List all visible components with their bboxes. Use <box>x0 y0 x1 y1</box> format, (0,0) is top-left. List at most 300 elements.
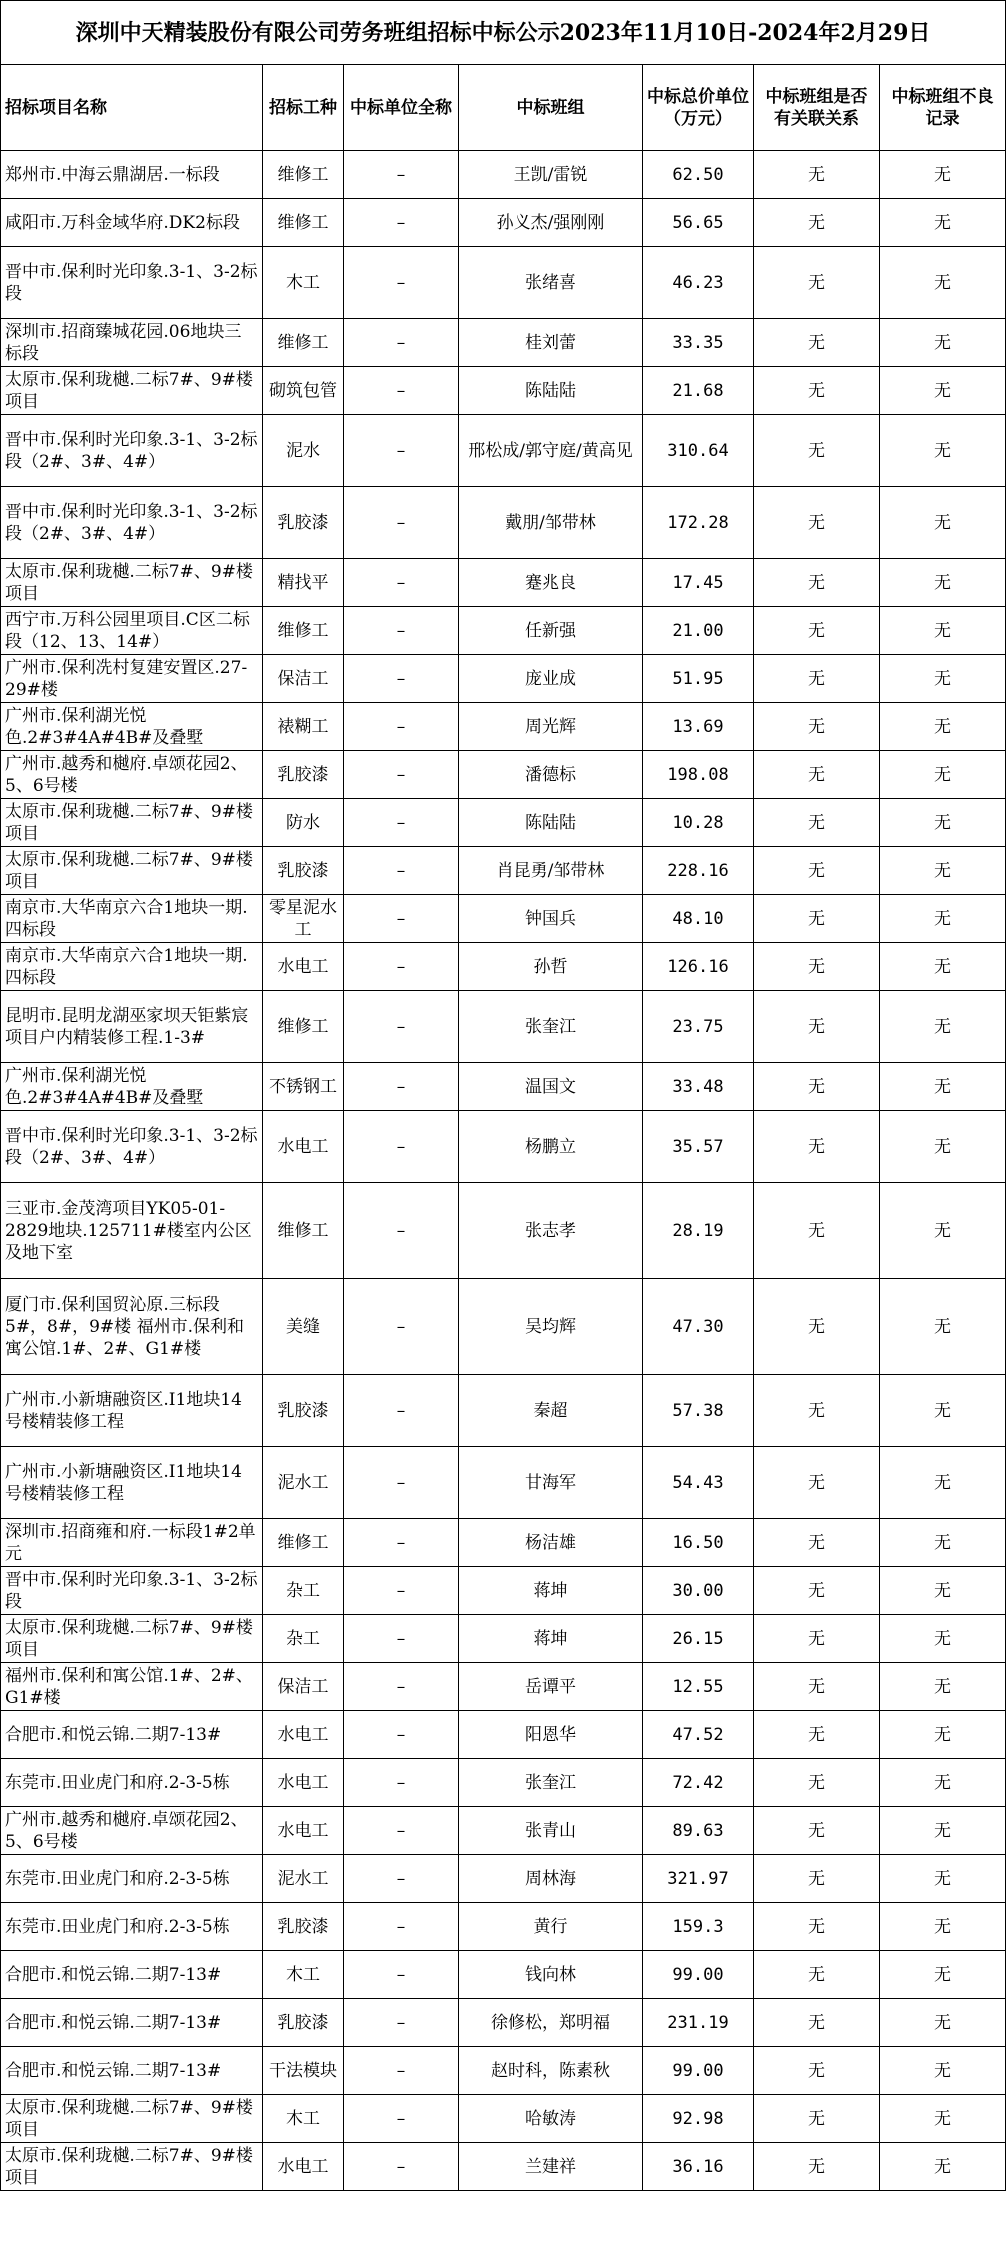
table-row <box>1 1063 1006 1111</box>
cell-related: 无 <box>754 1903 880 1951</box>
cell-team: 邢松成/郭守庭/黄高见 <box>459 415 643 487</box>
cell-project: 东莞市.田业虎门和府.2-3-5栋 <box>1 1855 263 1903</box>
cell-trade: 水电工 <box>263 2143 344 2191</box>
cell-price: 310.64 <box>643 415 754 487</box>
cell-record: 无 <box>880 199 1006 247</box>
table-row <box>1 1855 1006 1903</box>
cell-related: 无 <box>754 487 880 559</box>
cell-price: 48.10 <box>643 895 754 943</box>
cell-trade: 木工 <box>263 247 344 319</box>
cell-unit: – <box>344 607 459 655</box>
cell-record: 无 <box>880 751 1006 799</box>
cell-related: 无 <box>754 1567 880 1615</box>
cell-related: 无 <box>754 607 880 655</box>
cell-unit: – <box>344 1903 459 1951</box>
table-row <box>1 1711 1006 1759</box>
cell-trade: 乳胶漆 <box>263 1375 344 1447</box>
table-row <box>1 1567 1006 1615</box>
cell-unit: – <box>344 367 459 415</box>
cell-price: 92.98 <box>643 2095 754 2143</box>
cell-price: 57.38 <box>643 1375 754 1447</box>
cell-record: 无 <box>880 943 1006 991</box>
cell-unit: – <box>344 799 459 847</box>
table-row <box>1 847 1006 895</box>
cell-trade: 水电工 <box>263 1807 344 1855</box>
cell-team: 张绪喜 <box>459 247 643 319</box>
cell-record: 无 <box>880 2047 1006 2095</box>
cell-project: 广州市.保利湖光悦色.2#3#4A#4B#及叠墅 <box>1 703 263 751</box>
cell-unit: – <box>344 1999 459 2047</box>
cell-related: 无 <box>754 1063 880 1111</box>
table-row <box>1 703 1006 751</box>
cell-team: 肖昆勇/邹带林 <box>459 847 643 895</box>
cell-project: 合肥市.和悦云锦.二期7-13# <box>1 1951 263 1999</box>
table-row <box>1 991 1006 1063</box>
page-title: 深圳中天精装股份有限公司劳务班组招标中标公示2023年11月10日-2024年2月29日 <box>1 1 1006 65</box>
table-row <box>1 607 1006 655</box>
table-body <box>1 151 1006 2191</box>
cell-trade: 保洁工 <box>263 1663 344 1711</box>
cell-team: 蒋坤 <box>459 1567 643 1615</box>
cell-record: 无 <box>880 367 1006 415</box>
table-row <box>1 1279 1006 1375</box>
cell-trade: 水电工 <box>263 943 344 991</box>
cell-trade: 裱糊工 <box>263 703 344 751</box>
cell-project: 广州市.小新塘融资区.I1地块14号楼精装修工程 <box>1 1447 263 1519</box>
cell-unit: – <box>344 2143 459 2191</box>
cell-project: 咸阳市.万科金域华府.DK2标段 <box>1 199 263 247</box>
cell-related: 无 <box>754 1711 880 1759</box>
cell-team: 陈陆陆 <box>459 799 643 847</box>
cell-trade: 精找平 <box>263 559 344 607</box>
cell-related: 无 <box>754 1951 880 1999</box>
cell-trade: 乳胶漆 <box>263 847 344 895</box>
cell-price: 30.00 <box>643 1567 754 1615</box>
column-header-unit: 中标单位全称 <box>344 65 459 151</box>
cell-price: 89.63 <box>643 1807 754 1855</box>
cell-price: 321.97 <box>643 1855 754 1903</box>
cell-team: 孙义杰/强刚刚 <box>459 199 643 247</box>
cell-project: 南京市.大华南京六合1地块一期.四标段 <box>1 943 263 991</box>
cell-related: 无 <box>754 319 880 367</box>
cell-record: 无 <box>880 895 1006 943</box>
cell-record: 无 <box>880 1951 1006 1999</box>
cell-trade: 水电工 <box>263 1759 344 1807</box>
cell-unit: – <box>344 1759 459 1807</box>
cell-team: 黄行 <box>459 1903 643 1951</box>
cell-record: 无 <box>880 1279 1006 1375</box>
cell-project: 太原市.保利珑樾.二标7#、9#楼项目 <box>1 847 263 895</box>
cell-unit: – <box>344 1375 459 1447</box>
cell-project: 昆明市.昆明龙湖巫家坝天钜紫宸项目户内精装修工程.1-3# <box>1 991 263 1063</box>
cell-related: 无 <box>754 1855 880 1903</box>
cell-unit: – <box>344 1447 459 1519</box>
cell-project: 太原市.保利珑樾.二标7#、9#楼项目 <box>1 799 263 847</box>
cell-price: 51.95 <box>643 655 754 703</box>
cell-record: 无 <box>880 1519 1006 1567</box>
cell-project: 广州市.小新塘融资区.I1地块14号楼精装修工程 <box>1 1375 263 1447</box>
cell-related: 无 <box>754 247 880 319</box>
cell-related: 无 <box>754 1519 880 1567</box>
cell-record: 无 <box>880 247 1006 319</box>
cell-trade: 美缝 <box>263 1279 344 1375</box>
cell-trade: 泥水 <box>263 415 344 487</box>
cell-related: 无 <box>754 1999 880 2047</box>
table-row <box>1 895 1006 943</box>
cell-team: 甘海军 <box>459 1447 643 1519</box>
table-row <box>1 1807 1006 1855</box>
cell-price: 99.00 <box>643 1951 754 1999</box>
cell-trade: 水电工 <box>263 1111 344 1183</box>
cell-related: 无 <box>754 943 880 991</box>
cell-price: 26.15 <box>643 1615 754 1663</box>
cell-record: 无 <box>880 151 1006 199</box>
cell-project: 深圳市.招商臻城花园.06地块三标段 <box>1 319 263 367</box>
cell-team: 哈敏涛 <box>459 2095 643 2143</box>
cell-trade: 维修工 <box>263 199 344 247</box>
cell-team: 桂刘蕾 <box>459 319 643 367</box>
cell-team: 周林海 <box>459 1855 643 1903</box>
cell-price: 12.55 <box>643 1663 754 1711</box>
cell-trade: 防水 <box>263 799 344 847</box>
column-header-team: 中标班组 <box>459 65 643 151</box>
header-row <box>1 65 1006 151</box>
cell-project: 西宁市.万科公园里项目.C区二标段（12、13、14#） <box>1 607 263 655</box>
table-row <box>1 367 1006 415</box>
cell-related: 无 <box>754 751 880 799</box>
cell-project: 广州市.保利湖光悦色.2#3#4A#4B#及叠墅 <box>1 1063 263 1111</box>
cell-project: 深圳市.招商雍和府.一标段1#2单元 <box>1 1519 263 1567</box>
cell-unit: – <box>344 1279 459 1375</box>
cell-unit: – <box>344 1615 459 1663</box>
cell-unit: – <box>344 2047 459 2095</box>
cell-project: 合肥市.和悦云锦.二期7-13# <box>1 1711 263 1759</box>
cell-project: 厦门市.保利国贸沁原.三标段5#，8#，9#楼 福州市.保利和寓公馆.1#、2#、G1#楼 <box>1 1279 263 1375</box>
cell-project: 三亚市.金茂湾项目YK05-01-2829地块.125711#楼室内公区及地下室 <box>1 1183 263 1279</box>
table-row <box>1 1663 1006 1711</box>
cell-record: 无 <box>880 1807 1006 1855</box>
cell-trade: 木工 <box>263 1951 344 1999</box>
cell-related: 无 <box>754 2047 880 2095</box>
cell-team: 王凯/雷锐 <box>459 151 643 199</box>
table-row <box>1 151 1006 199</box>
cell-trade: 乳胶漆 <box>263 1903 344 1951</box>
cell-project: 合肥市.和悦云锦.二期7-13# <box>1 2047 263 2095</box>
cell-team: 吴均辉 <box>459 1279 643 1375</box>
table-row <box>1 799 1006 847</box>
cell-trade: 杂工 <box>263 1567 344 1615</box>
table-row <box>1 1447 1006 1519</box>
cell-price: 13.69 <box>643 703 754 751</box>
cell-unit: – <box>344 559 459 607</box>
cell-record: 无 <box>880 1183 1006 1279</box>
table-row <box>1 1951 1006 1999</box>
cell-price: 172.28 <box>643 487 754 559</box>
cell-team: 任新强 <box>459 607 643 655</box>
cell-price: 231.19 <box>643 1999 754 2047</box>
cell-unit: – <box>344 1063 459 1111</box>
cell-related: 无 <box>754 199 880 247</box>
cell-trade: 乳胶漆 <box>263 751 344 799</box>
cell-project: 广州市.保利冼村复建安置区.27-29#楼 <box>1 655 263 703</box>
cell-record: 无 <box>880 415 1006 487</box>
cell-team: 陈陆陆 <box>459 367 643 415</box>
cell-related: 无 <box>754 1375 880 1447</box>
cell-unit: – <box>344 1855 459 1903</box>
cell-trade: 乳胶漆 <box>263 1999 344 2047</box>
table-row <box>1 199 1006 247</box>
cell-price: 23.75 <box>643 991 754 1063</box>
column-header-price: 中标总价单位（万元） <box>643 65 754 151</box>
cell-record: 无 <box>880 487 1006 559</box>
cell-team: 张志孝 <box>459 1183 643 1279</box>
cell-record: 无 <box>880 655 1006 703</box>
cell-price: 159.3 <box>643 1903 754 1951</box>
cell-record: 无 <box>880 703 1006 751</box>
table-row <box>1 2095 1006 2143</box>
cell-related: 无 <box>754 1807 880 1855</box>
cell-related: 无 <box>754 847 880 895</box>
cell-unit: – <box>344 199 459 247</box>
cell-related: 无 <box>754 1663 880 1711</box>
column-header-record: 中标班组不良记录 <box>880 65 1006 151</box>
cell-price: 16.50 <box>643 1519 754 1567</box>
cell-price: 62.50 <box>643 151 754 199</box>
cell-project: 南京市.大华南京六合1地块一期.四标段 <box>1 895 263 943</box>
cell-project: 广州市.越秀和樾府.卓颂花园2、5、6号楼 <box>1 751 263 799</box>
cell-trade: 零星泥水工 <box>263 895 344 943</box>
table-row <box>1 559 1006 607</box>
cell-price: 46.23 <box>643 247 754 319</box>
cell-team: 潘德标 <box>459 751 643 799</box>
cell-unit: – <box>344 1183 459 1279</box>
cell-trade: 维修工 <box>263 1183 344 1279</box>
cell-project: 晋中市.保利时光印象.3-1、3-2标段（2#、3#、4#） <box>1 487 263 559</box>
cell-related: 无 <box>754 1111 880 1183</box>
cell-record: 无 <box>880 1855 1006 1903</box>
column-header-related: 中标班组是否有关联关系 <box>754 65 880 151</box>
cell-price: 33.48 <box>643 1063 754 1111</box>
cell-record: 无 <box>880 607 1006 655</box>
column-header-trade: 招标工种 <box>263 65 344 151</box>
cell-trade: 泥水工 <box>263 1447 344 1519</box>
cell-record: 无 <box>880 1447 1006 1519</box>
cell-unit: – <box>344 1567 459 1615</box>
cell-team: 兰建祥 <box>459 2143 643 2191</box>
cell-price: 33.35 <box>643 319 754 367</box>
table-row <box>1 1375 1006 1447</box>
cell-trade: 水电工 <box>263 1711 344 1759</box>
cell-record: 无 <box>880 991 1006 1063</box>
cell-project: 太原市.保利珑樾.二标7#、9#楼项目 <box>1 1615 263 1663</box>
cell-price: 126.16 <box>643 943 754 991</box>
cell-unit: – <box>344 751 459 799</box>
cell-price: 198.08 <box>643 751 754 799</box>
table-row <box>1 943 1006 991</box>
cell-related: 无 <box>754 799 880 847</box>
cell-trade: 木工 <box>263 2095 344 2143</box>
cell-trade: 保洁工 <box>263 655 344 703</box>
cell-related: 无 <box>754 2143 880 2191</box>
cell-record: 无 <box>880 319 1006 367</box>
cell-team: 杨洁雄 <box>459 1519 643 1567</box>
cell-unit: – <box>344 319 459 367</box>
table-row <box>1 751 1006 799</box>
cell-price: 228.16 <box>643 847 754 895</box>
cell-team: 周光辉 <box>459 703 643 751</box>
cell-trade: 泥水工 <box>263 1855 344 1903</box>
cell-price: 10.28 <box>643 799 754 847</box>
cell-trade: 维修工 <box>263 991 344 1063</box>
table-row <box>1 1759 1006 1807</box>
cell-trade: 维修工 <box>263 1519 344 1567</box>
cell-team: 钱向林 <box>459 1951 643 1999</box>
cell-price: 36.16 <box>643 2143 754 2191</box>
cell-trade: 杂工 <box>263 1615 344 1663</box>
cell-team: 徐修松，郑明福 <box>459 1999 643 2047</box>
cell-record: 无 <box>880 2095 1006 2143</box>
cell-team: 阳恩华 <box>459 1711 643 1759</box>
cell-unit: – <box>344 1111 459 1183</box>
cell-unit: – <box>344 2095 459 2143</box>
cell-record: 无 <box>880 1663 1006 1711</box>
cell-project: 东莞市.田业虎门和府.2-3-5栋 <box>1 1759 263 1807</box>
cell-unit: – <box>344 847 459 895</box>
cell-team: 杨鹏立 <box>459 1111 643 1183</box>
cell-team: 蒋坤 <box>459 1615 643 1663</box>
cell-price: 47.30 <box>643 1279 754 1375</box>
cell-unit: – <box>344 415 459 487</box>
cell-project: 晋中市.保利时光印象.3-1、3-2标段 <box>1 1567 263 1615</box>
cell-record: 无 <box>880 1711 1006 1759</box>
cell-project: 太原市.保利珑樾.二标7#、9#楼项目 <box>1 2143 263 2191</box>
cell-price: 28.19 <box>643 1183 754 1279</box>
cell-project: 太原市.保利珑樾.二标7#、9#楼项目 <box>1 367 263 415</box>
cell-project: 合肥市.和悦云锦.二期7-13# <box>1 1999 263 2047</box>
cell-trade: 砌筑包管 <box>263 367 344 415</box>
cell-team: 温国文 <box>459 1063 643 1111</box>
table-row <box>1 319 1006 367</box>
cell-team: 孙哲 <box>459 943 643 991</box>
table-row <box>1 1183 1006 1279</box>
cell-record: 无 <box>880 1111 1006 1183</box>
table-row <box>1 655 1006 703</box>
cell-price: 54.43 <box>643 1447 754 1519</box>
cell-price: 21.00 <box>643 607 754 655</box>
cell-team: 庞业成 <box>459 655 643 703</box>
cell-unit: – <box>344 151 459 199</box>
cell-price: 56.65 <box>643 199 754 247</box>
cell-price: 35.57 <box>643 1111 754 1183</box>
cell-related: 无 <box>754 1279 880 1375</box>
table-row <box>1 1999 1006 2047</box>
cell-related: 无 <box>754 1615 880 1663</box>
cell-record: 无 <box>880 1567 1006 1615</box>
cell-unit: – <box>344 1951 459 1999</box>
cell-related: 无 <box>754 2095 880 2143</box>
cell-price: 21.68 <box>643 367 754 415</box>
cell-trade: 维修工 <box>263 319 344 367</box>
table-row <box>1 1111 1006 1183</box>
cell-record: 无 <box>880 559 1006 607</box>
cell-unit: – <box>344 991 459 1063</box>
cell-unit: – <box>344 1807 459 1855</box>
column-header-project: 招标项目名称 <box>1 65 263 151</box>
cell-unit: – <box>344 703 459 751</box>
cell-related: 无 <box>754 415 880 487</box>
cell-related: 无 <box>754 1183 880 1279</box>
cell-related: 无 <box>754 1759 880 1807</box>
cell-team: 秦超 <box>459 1375 643 1447</box>
cell-unit: – <box>344 943 459 991</box>
cell-related: 无 <box>754 151 880 199</box>
cell-unit: – <box>344 655 459 703</box>
cell-related: 无 <box>754 367 880 415</box>
cell-project: 广州市.越秀和樾府.卓颂花园2、5、6号楼 <box>1 1807 263 1855</box>
cell-team: 张奎江 <box>459 991 643 1063</box>
table-row <box>1 2143 1006 2191</box>
cell-related: 无 <box>754 895 880 943</box>
cell-price: 99.00 <box>643 2047 754 2095</box>
cell-record: 无 <box>880 1999 1006 2047</box>
cell-project: 晋中市.保利时光印象.3-1、3-2标段（2#、3#、4#） <box>1 415 263 487</box>
cell-record: 无 <box>880 1615 1006 1663</box>
cell-record: 无 <box>880 1903 1006 1951</box>
cell-unit: – <box>344 247 459 319</box>
cell-team: 蹇兆良 <box>459 559 643 607</box>
cell-unit: – <box>344 1519 459 1567</box>
cell-trade: 干法模块 <box>263 2047 344 2095</box>
cell-team: 岳谭平 <box>459 1663 643 1711</box>
table-row <box>1 1519 1006 1567</box>
cell-related: 无 <box>754 991 880 1063</box>
table-row <box>1 247 1006 319</box>
cell-record: 无 <box>880 847 1006 895</box>
cell-record: 无 <box>880 1759 1006 1807</box>
table-row <box>1 2047 1006 2095</box>
table-row <box>1 415 1006 487</box>
cell-unit: – <box>344 487 459 559</box>
cell-record: 无 <box>880 1063 1006 1111</box>
cell-team: 赵时科，陈素秋 <box>459 2047 643 2095</box>
cell-project: 郑州市.中海云鼎湖居.一标段 <box>1 151 263 199</box>
cell-project: 太原市.保利珑樾.二标7#、9#楼项目 <box>1 559 263 607</box>
cell-team: 张青山 <box>459 1807 643 1855</box>
title-row <box>1 1 1006 65</box>
cell-trade: 维修工 <box>263 607 344 655</box>
table-row <box>1 1903 1006 1951</box>
cell-project: 太原市.保利珑樾.二标7#、9#楼项目 <box>1 2095 263 2143</box>
cell-price: 72.42 <box>643 1759 754 1807</box>
cell-team: 张奎江 <box>459 1759 643 1807</box>
cell-team: 钟国兵 <box>459 895 643 943</box>
cell-project: 福州市.保利和寓公馆.1#、2#、G1#楼 <box>1 1663 263 1711</box>
cell-related: 无 <box>754 559 880 607</box>
cell-price: 47.52 <box>643 1711 754 1759</box>
table-row <box>1 1615 1006 1663</box>
cell-project: 晋中市.保利时光印象.3-1、3-2标段（2#、3#、4#） <box>1 1111 263 1183</box>
cell-related: 无 <box>754 1447 880 1519</box>
cell-trade: 不锈钢工 <box>263 1063 344 1111</box>
cell-price: 17.45 <box>643 559 754 607</box>
cell-project: 晋中市.保利时光印象.3-1、3-2标段 <box>1 247 263 319</box>
cell-trade: 乳胶漆 <box>263 487 344 559</box>
cell-trade: 维修工 <box>263 151 344 199</box>
cell-unit: – <box>344 895 459 943</box>
cell-unit: – <box>344 1663 459 1711</box>
cell-record: 无 <box>880 799 1006 847</box>
cell-project: 东莞市.田业虎门和府.2-3-5栋 <box>1 1903 263 1951</box>
